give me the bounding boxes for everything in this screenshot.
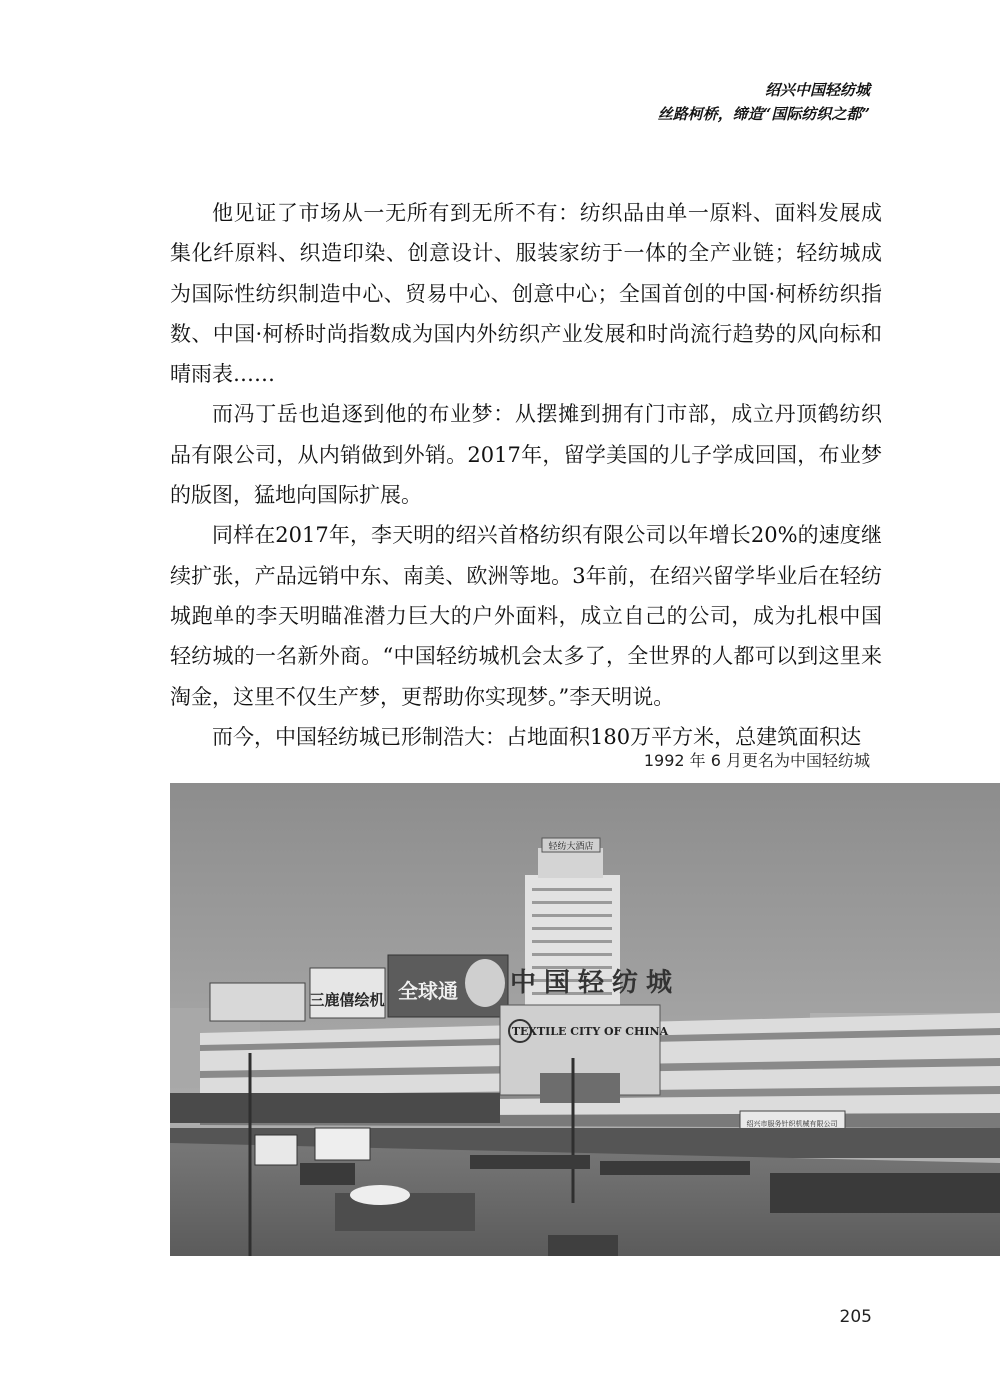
running-head (658, 78, 870, 126)
running-head-chapter-title: 丝路柯桥，缔造“国际纺织之都” (657, 105, 870, 123)
market-building-photo (170, 783, 1000, 1256)
body-text (170, 193, 882, 757)
paragraph: 而冯丁岳也追逐到他的布业梦：从摆摊到拥有门市部，成立丹顶鹤纺织品有限公司，从内销做到外销。2017年，留学美国的儿子学成回国，布业梦的版图，猛地向国际扩展。 (170, 402, 882, 508)
running-head-book-title: 绍兴中国轻纺城 (764, 81, 870, 99)
figure-caption: 1992 年 6 月更名为中国轻纺城 (643, 751, 870, 770)
entrance-block (500, 1005, 669, 1103)
entrance-sign-text: TEXTILE CITY OF CHINA (511, 1025, 669, 1038)
roof-sign-text: 中国轻纺城 (509, 968, 681, 998)
paragraph: 而今，中国轻纺城已形制浩大：占地面积180万平方米，总建筑面积达 (212, 724, 862, 749)
billboard-left-text: 三鹿僖绘机 (309, 991, 385, 1009)
page-number: 205 (839, 1307, 872, 1327)
hotel-sign-text: 轻纺大酒店 (548, 842, 594, 852)
paragraph: 同样在2017年，李天明的绍兴首格纺织有限公司以年增长20%的速度继续扩张，产品远销中东、南美、欧洲等地。3年前，在绍兴留学毕业后在轻纺城跑单的李天明瞄准潜力巨大的户外面料，成立自己的公司，成为扎根中国轻纺城的一名新外商。“中国轻纺城机会太多了，全世界的人都可以到这里来淘金，这里不仅生产梦，更帮助你实现梦。”李天明说。 (170, 523, 882, 709)
billboard-right (388, 955, 508, 1017)
billboard-left (309, 968, 385, 1018)
paragraph: 他见证了市场从一无所有到无所不有：纺织品由单一原料、面料发展成集化纤原料、织造印染、创意设计、服装家纺于一体的全产业链；轻纺城成为国际性纺织制造中心、贸易中心、创意中心；全国首创的中国·柯桥纺织指数、中国·柯桥时尚指数成为国内外纺织产业发展和时尚流行趋势的风向标和晴雨表…… (170, 201, 882, 387)
shop-sign-text: 绍兴市服务针织机械有限公司 (746, 1120, 838, 1128)
billboard-right-text: 全球通 (398, 979, 458, 1003)
